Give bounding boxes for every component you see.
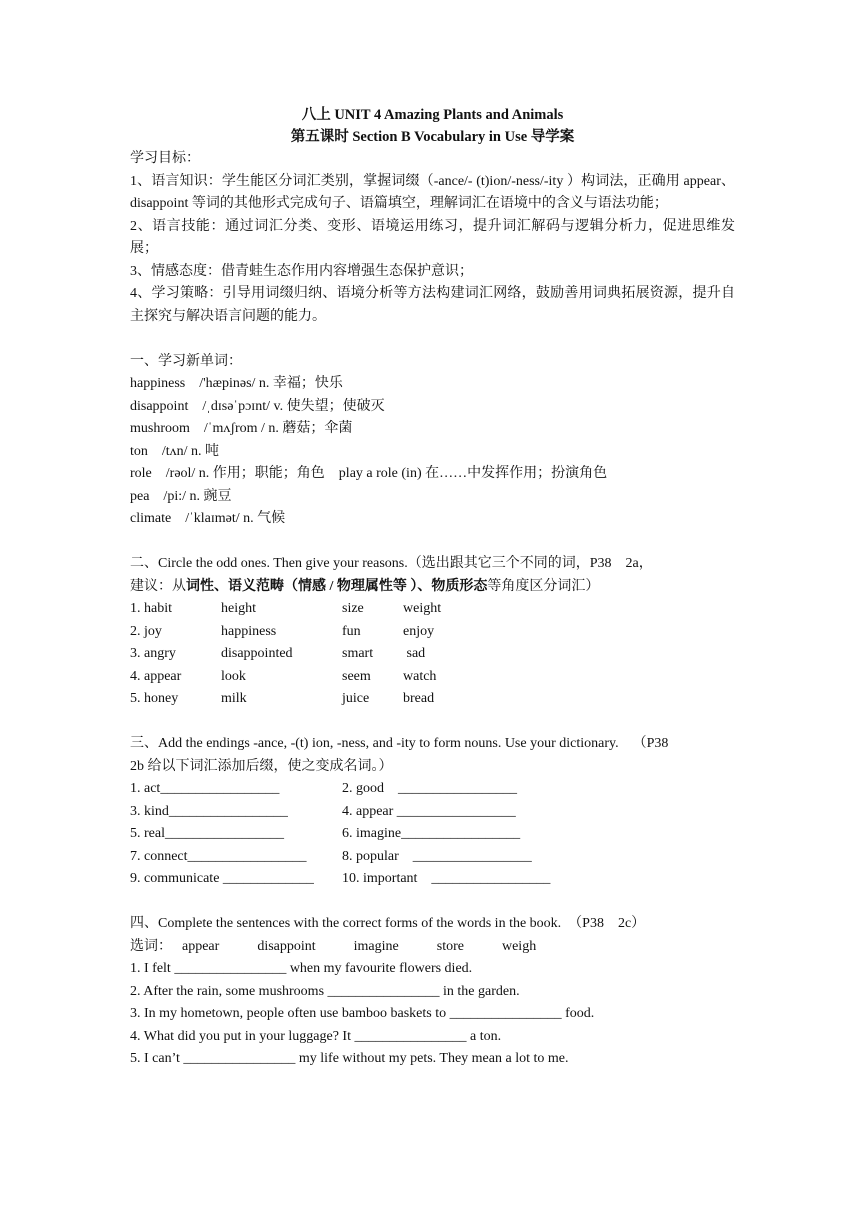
- objective-item: 4、学习策略：引导用词缀归纳、语境分析等方法构建词汇网络，鼓励善用词典拓展资源，提升自主探究与解决语言问题的能力。: [130, 286, 735, 324]
- odd-word[interactable]: height: [221, 601, 256, 616]
- suffix-row: [130, 823, 735, 846]
- odd-word[interactable]: fun: [342, 623, 361, 639]
- advice-prefix: 建议：从: [130, 578, 186, 594]
- odd-word[interactable]: smart: [342, 646, 374, 661]
- advice-bold: 词性、语义范畴（情感 / 物理属性等 ）、物质形态: [186, 578, 488, 594]
- odd-word[interactable]: happiness: [221, 623, 277, 639]
- document-title-line1: 八上 UNIT 4 Amazing Plants and Animals: [301, 107, 564, 123]
- word-bank-label: 选词：: [130, 938, 172, 954]
- objective-item: 3、情感态度：借青蛙生态作用内容增强生态保护意识；: [130, 263, 473, 279]
- word-bank-item: imagine: [353, 938, 399, 954]
- odd-one-row: [130, 621, 735, 644]
- vocab-entry: role /rəol/ n. 作用；职能；角色 play a role (in) 在……中发挥作用；扮演角色: [130, 466, 608, 481]
- suffix-blank[interactable]: 8. popular _________________: [342, 848, 532, 864]
- odd-word[interactable]: disappointed: [221, 646, 293, 661]
- suffix-blank[interactable]: 1. act_________________: [130, 781, 280, 796]
- suffix-blank[interactable]: 10. important _________________: [342, 871, 551, 886]
- word-bank-item: weigh: [501, 938, 537, 954]
- suffix-row: [130, 868, 735, 891]
- vocab-entry: climate /ˈklaɪmət/ n. 气候: [130, 511, 286, 526]
- suffix-blank[interactable]: 4. appear _________________: [342, 803, 516, 819]
- odd-word[interactable]: enjoy: [403, 623, 435, 639]
- odd-word[interactable]: weight: [403, 601, 442, 616]
- vocab-entry: mushroom /ˈmʌʃrom / n. 蘑菇；伞菌: [130, 421, 353, 436]
- odd-word[interactable]: 1. habit: [130, 601, 172, 616]
- odd-word[interactable]: milk: [221, 691, 247, 706]
- odd-word[interactable]: seem: [342, 668, 371, 684]
- objective-item: 2、语言技能：通过词汇分类、变形、语境运用练习，提升词汇解码与逻辑分析力，促进思维发展；: [130, 218, 735, 256]
- fill-sentence[interactable]: 2. After the rain, some mushrooms ________________ in the garden.: [130, 983, 520, 999]
- section2-heading: 二、Circle the odd ones. Then give your reasons.（选出跟其它三个不同的词，P38 2a，: [130, 556, 653, 571]
- fill-sentence[interactable]: 3. In my hometown, people often use bamboo baskets to ________________ food.: [130, 1006, 595, 1021]
- odd-word[interactable]: 4. appear: [130, 668, 182, 684]
- suffix-blank[interactable]: 2. good _________________: [342, 781, 517, 796]
- suffix-blank[interactable]: 7. connect_________________: [130, 848, 307, 864]
- section1-heading: 一、学习新单词：: [130, 353, 242, 369]
- odd-word[interactable]: watch: [403, 668, 437, 684]
- suffix-row: [130, 801, 735, 824]
- odd-word[interactable]: size: [342, 601, 364, 616]
- vocab-entry: ton /tʌn/ n. 吨: [130, 443, 220, 459]
- suffix-blank[interactable]: 9. communicate _____________: [130, 871, 314, 886]
- fill-sentence[interactable]: 1. I felt ________________ when my favourite flowers died.: [130, 961, 473, 976]
- section3-heading-cont: 2b 给以下词汇添加后缀，使之变成名词。）: [130, 758, 393, 774]
- suffix-blank[interactable]: 5. real_________________: [130, 826, 284, 841]
- word-bank: [130, 936, 735, 959]
- fill-sentence[interactable]: 4. What did you put in your luggage? It ________________ a ton.: [130, 1028, 502, 1044]
- word-bank-item: appear: [182, 938, 220, 954]
- suffix-row: [130, 778, 735, 801]
- section4-heading: 四、Complete the sentences with the correct forms of the words in the book. （P38 2c）: [130, 916, 646, 931]
- odd-one-row: [130, 688, 735, 711]
- document-title-line2: 第五课时 Section B Vocabulary in Use 导学案: [290, 129, 575, 145]
- odd-word[interactable]: 3. angry: [130, 646, 176, 661]
- vocab-entry: disappoint /ˌdɪsəˈpɔɪnt/ v. 使失望；使破灭: [130, 398, 385, 414]
- fill-sentence[interactable]: 5. I can’t ________________ my life without my pets. They mean a lot to me.: [130, 1051, 569, 1066]
- odd-word[interactable]: bread: [403, 691, 435, 706]
- objective-item: 1、语言知识：学生能区分词汇类别，掌握词缀（-ance/- (t)ion/-ness/-ity ）构词法，正确用 appear、disappoint 等词的其他形式完成句子、语篇填空，理解词汇在语境中的含义与语法功能；: [130, 173, 735, 211]
- odd-one-row: [130, 598, 735, 621]
- word-bank-item: store: [436, 938, 464, 954]
- odd-word[interactable]: 2. joy: [130, 623, 162, 639]
- suffix-blank[interactable]: 6. imagine_________________: [342, 826, 521, 841]
- odd-one-row: [130, 666, 735, 689]
- word-bank-item: disappoint: [257, 938, 316, 954]
- odd-word[interactable]: look: [221, 668, 246, 684]
- odd-word[interactable]: sad: [403, 646, 426, 661]
- suffix-blank[interactable]: 3. kind_________________: [130, 803, 288, 819]
- odd-word[interactable]: juice: [342, 691, 370, 706]
- vocab-entry: pea /pi:/ n. 豌豆: [130, 488, 232, 504]
- vocab-entry: happiness /'hæpinəs/ n. 幸福；快乐: [130, 376, 343, 391]
- odd-one-row: [130, 643, 735, 666]
- section2-advice: [130, 576, 735, 599]
- document-page: [130, 104, 735, 1071]
- advice-suffix: 等角度区分词汇）: [487, 578, 600, 594]
- odd-word[interactable]: 5. honey: [130, 691, 179, 706]
- objectives-heading: 学习目标：: [130, 151, 200, 166]
- section3-heading: 三、Add the endings -ance, -(t) ion, -ness, and -ity to form nouns. Use your dictionary. （P38: [130, 736, 669, 751]
- suffix-row: [130, 846, 735, 869]
